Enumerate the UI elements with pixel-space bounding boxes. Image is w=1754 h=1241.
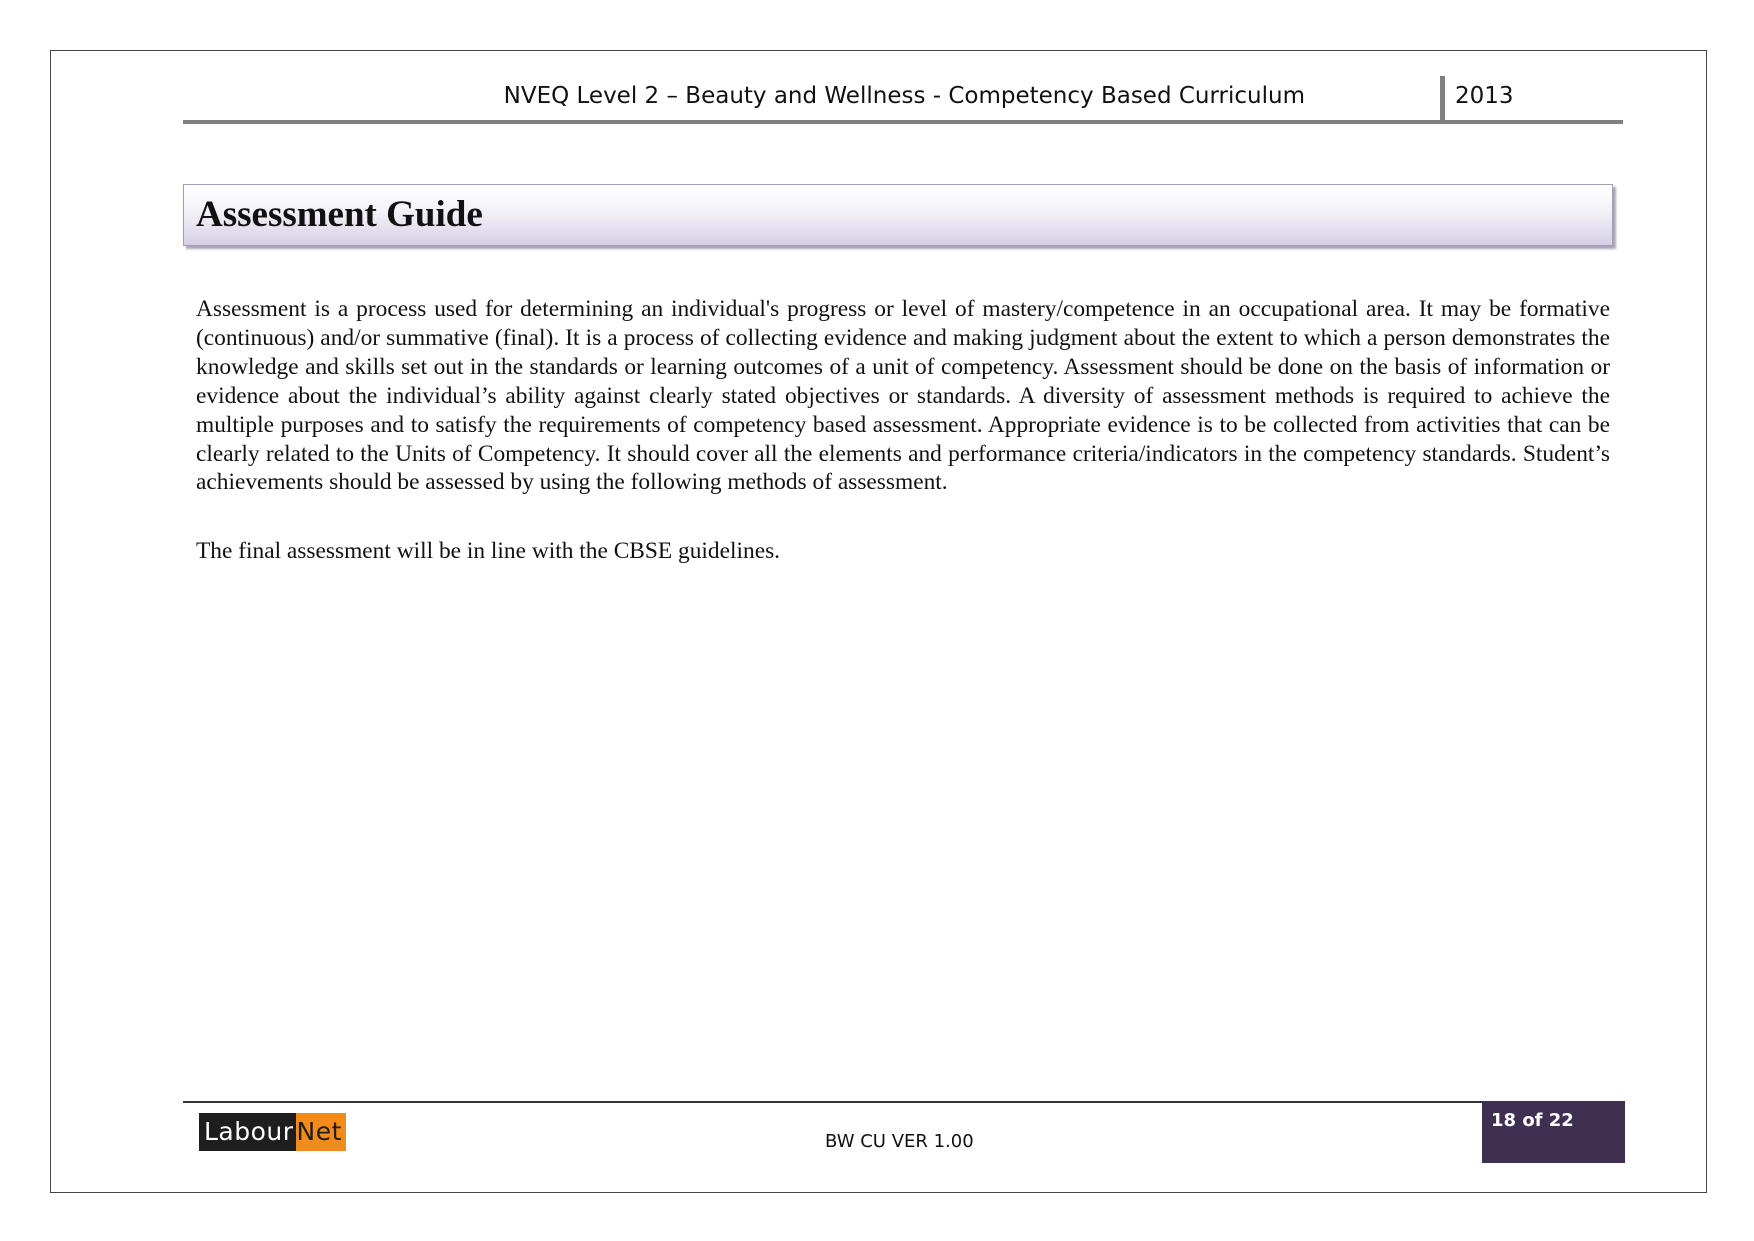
footer-rule [183, 1101, 1623, 1103]
header-rule [183, 120, 1623, 124]
section-title-box [183, 184, 1613, 246]
page-number: 18 of 22 [1491, 1110, 1574, 1131]
header-year: 2013 [1455, 83, 1514, 109]
header-separator [1440, 76, 1445, 124]
labournet-logo [199, 1113, 346, 1151]
logo-text-labour: Labour [199, 1113, 296, 1151]
page-number-box [1482, 1101, 1625, 1163]
footer-version: BW CU VER 1.00 [825, 1131, 974, 1152]
section-title: Assessment Guide [196, 194, 483, 235]
header-title: NVEQ Level 2 – Beauty and Wellness - Competency Based Curriculum [503, 83, 1305, 109]
logo-text-net: Net [296, 1113, 346, 1151]
body-paragraph-1: Assessment is a process used for determining an individual's progress or level of mastery/competence in an occupational area. It may be formative (continuous) and/or summative (final). It is a process of collecting evidence and making judgment about the extent to which a person demonstrates the knowledge and skills set out in the standards or learning outcomes of a unit of competency. Assessment should be done on the basis of information or evidence about the individual’s ability against clearly stated objectives or standards. A diversity of assessment methods is required to achieve the multiple purposes and to satisfy the requirements of competency based assessment. Appropriate evidence is to be collected from activities that can be clearly related to the Units of Competency. It should cover all the elements and performance criteria/indicators in the competency standards. Student’s achievements should be assessed by using the following methods of assessment. [196, 296, 1610, 496]
body-paragraph-2: The final assessment will be in line with the CBSE guidelines. [196, 538, 781, 564]
